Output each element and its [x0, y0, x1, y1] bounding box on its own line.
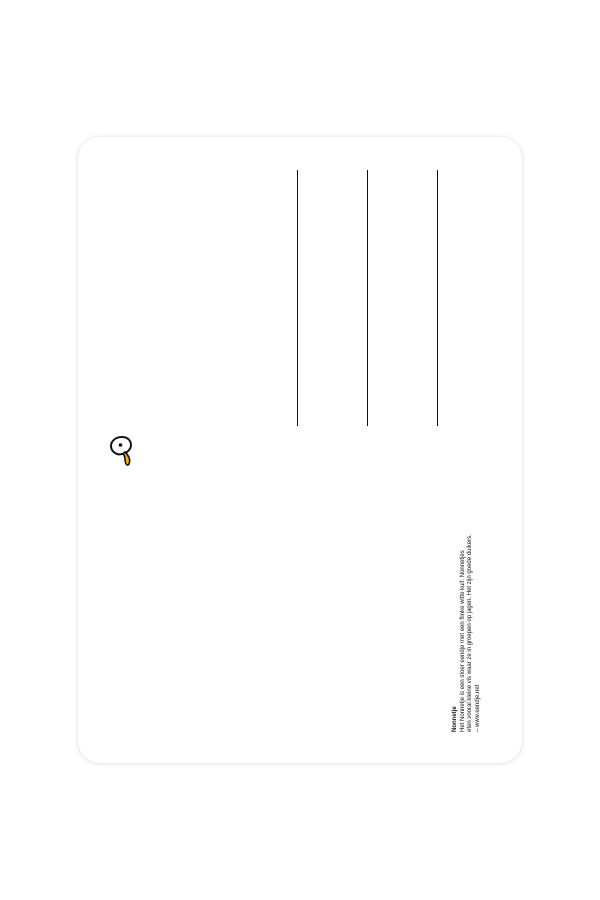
- website-link: – www.eendje.net: [474, 684, 481, 732]
- description-line-2: eten vooral kleine vis waar ze in groepen op jagen. Het zijn goede duikers.: [467, 534, 474, 732]
- bird-description: [452, 482, 482, 732]
- description-line-1: Het Nonnetje is een stoer eendje met een flinke witte kuif. Nonnetjes: [459, 550, 466, 732]
- address-line-1: [297, 170, 298, 426]
- address-line-3: [437, 170, 438, 426]
- address-line-2: [367, 170, 368, 426]
- duck-head-icon: [108, 434, 138, 468]
- postcard-back: [78, 137, 522, 763]
- bird-name: Nonnetje: [452, 706, 458, 732]
